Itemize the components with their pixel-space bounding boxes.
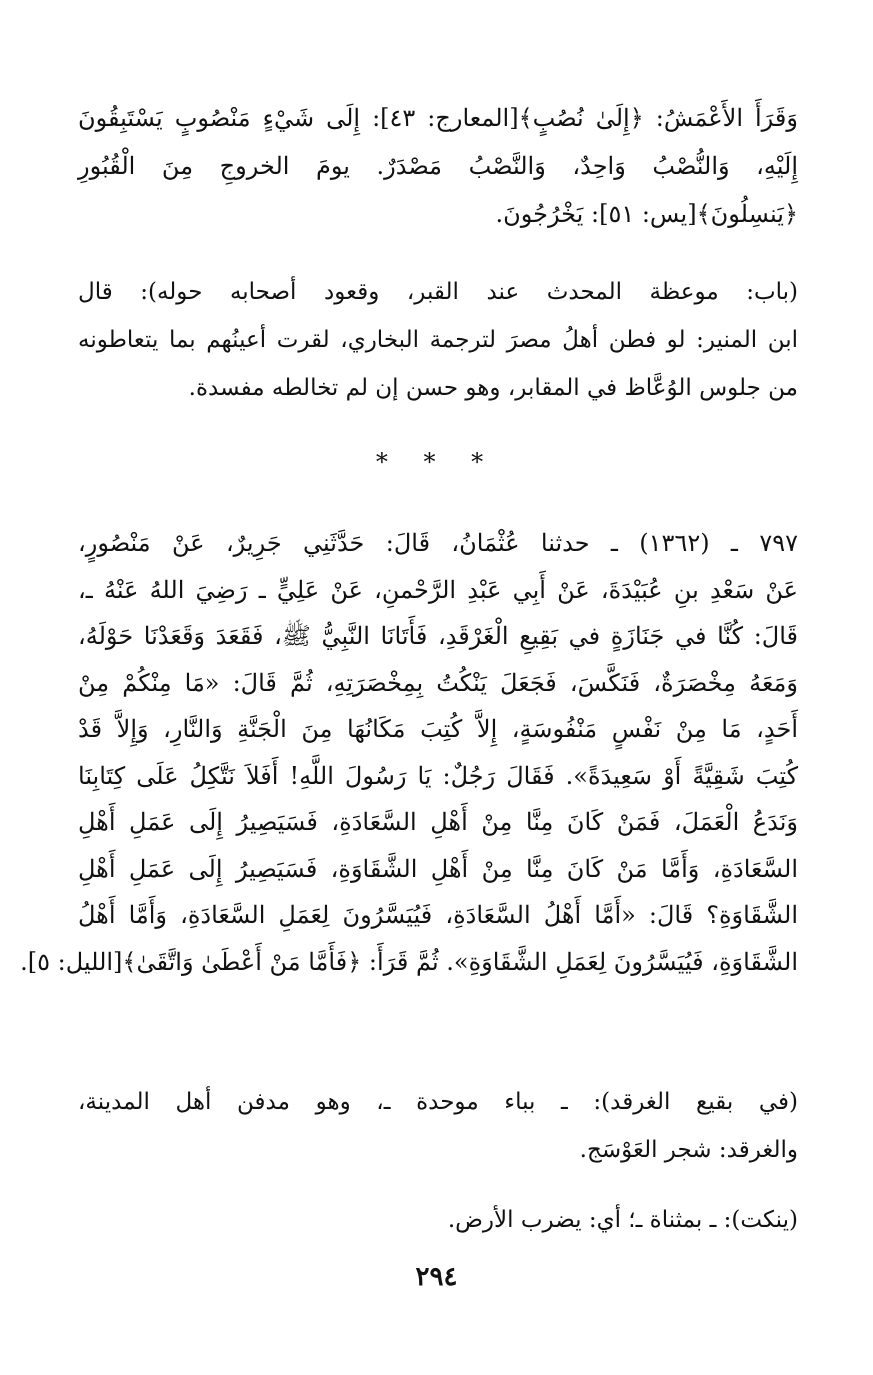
section-separator: * * * bbox=[375, 448, 498, 476]
text-line: قَالَ: كُنَّا في جَنَازَةٍ في بَقِيعِ الْغَرْقَدِ، فَأَتَانَا النَّبِيُّ ﷺ، فَقَعَدَ وَقَعَدْنَا حَوْلَهُ، bbox=[78, 622, 798, 650]
chapter-commentary-paragraph bbox=[78, 268, 798, 412]
text-line: (باب: موعظة المحدث عند القبر، وقعود أصحابه حوله): قال bbox=[78, 279, 798, 305]
quran-commentary-paragraph bbox=[78, 94, 798, 238]
text-line: أَحَدٍ، مَا مِنْ نَفْسٍ مَنْفُوسَةٍ، إِلاَّ كُتِبَ مَكَانُهَا مِنَ الْجَنَّةِ وَالنَّارِ، وَإِلاَّ قَدْ bbox=[78, 715, 798, 743]
text-line: ٧٩٧ ـ (١٣٦٢) ـ حدثنا عُثْمَانُ، قَالَ: حَدَّثَنِي جَرِيرٌ، عَنْ مَنْصُورٍ، bbox=[78, 529, 798, 557]
page-number: ٢٩٤ bbox=[415, 1262, 458, 1292]
text-line: الشَّقَاوَةِ؟ قَالَ: «أَمَّا أَهْلُ السَّعَادَةِ، فَيُيَسَّرُونَ لِعَمَلِ السَّعَادَةِ، وَأَمَّا أَهْلُ bbox=[78, 901, 798, 929]
text-line: الشَّقَاوَةِ، فَيُيَسَّرُونَ لِعَمَلِ الشَّقَاوَةِ». ثُمَّ قَرَأَ: ﴿فَأَمَّا مَنْ أَعْطَىٰ وَاتَّقَىٰ﴾[الليل: ٥]. bbox=[20, 947, 798, 976]
text-line: إِلَيْهِ، وَالنُّصْبُ وَاحِدٌ، وَالنَّصْبُ مَصْدَرٌ. يومَ الخروجِ مِنَ الْقُبُورِ bbox=[78, 152, 798, 180]
text-line: والغرقد: شجر العَوْسَج. bbox=[579, 1137, 798, 1163]
text-line: من جلوس الوُعَّاظ في المقابر، وهو حسن إن لم تخالطه مفسدة. bbox=[188, 375, 798, 401]
text-line: (ينكت): ـ بمثناة ـ؛ أي: يضرب الأرض. bbox=[447, 1207, 798, 1233]
explanatory-note bbox=[78, 1078, 798, 1174]
text-line: ابن المنير: لو فطن أهلُ مصرَ لترجمة البخاري، لقرت أعينُهم بما يتعاطونه bbox=[78, 327, 798, 353]
text-line: وَمَعَهُ مِخْصَرَةٌ، فَنَكَّسَ، فَجَعَلَ يَنْكُتُ بِمِخْصَرَتِهِ، ثُمَّ قَالَ: «مَا مِنْكُمْ مِنْ bbox=[78, 668, 798, 697]
text-line: (في بقيع الغرقد): ـ بباء موحدة ـ، وهو مدفن أهل المدينة، bbox=[78, 1089, 798, 1115]
text-line: عَنْ سَعْدِ بنِ عُبَيْدَةَ، عَنْ أَبِي عَبْدِ الرَّحْمنِ، عَنْ عَلِيٍّ ـ رَضِيَ اللهُ عَنْهُ ـ، bbox=[78, 575, 798, 604]
text-line: السَّعَادَةِ، وَأَمَّا مَنْ كَانَ مِنَّا مِنْ أَهْلِ الشَّقَاوَةِ، فَسَيَصِيرُ إِلَى عَمَلِ أَهْلِ bbox=[78, 854, 798, 883]
explanatory-note bbox=[78, 1196, 798, 1244]
text-line: وَنَدَعُ الْعَمَلَ، فَمَنْ كَانَ مِنَّا مِنْ أَهْلِ السَّعَادَةِ، فَسَيَصِيرُ إِلَى عَمَلِ أَهْلِ bbox=[78, 808, 798, 836]
text-line: كُتِبَ شَقِيَّةً أَوْ سَعِيدَةً». فَقَالَ رَجُلٌ: يَا رَسُولَ اللَّهِ! أَفَلاَ نَتَّكِلُ عَلَى كِتَابِنَا bbox=[78, 761, 798, 790]
hadith-paragraph bbox=[20, 520, 798, 985]
text-line: ﴿يَنسِلُونَ﴾[يس: ٥١]: يَخْرُجُونَ. bbox=[495, 200, 798, 228]
text-line: وَقَرَأَ الأَعْمَشُ: ﴿إِلَىٰ نُصُبٍ﴾[المعارج: ٤٣]: إِلَى شَيْءٍ مَنْصُوبٍ يَسْتَبِقُونَ bbox=[78, 104, 798, 132]
